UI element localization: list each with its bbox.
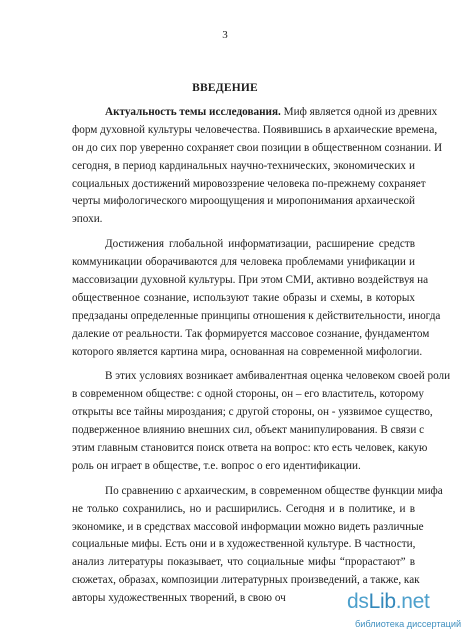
text-line: черты мифологического мироощущения и миропонимания архаической <box>72 195 416 208</box>
text-line: экономике, и в средствах массовой информации можно видеть различные <box>72 520 424 533</box>
watermark-brand: dsLib.net <box>347 590 430 613</box>
text-line: роль он играет в обществе, т.е. вопрос о его идентификации. <box>72 459 361 472</box>
watermark-logo <box>347 590 461 632</box>
paragraph <box>72 368 451 475</box>
text-line: анализ литературы показывает, что социальные мифы “прорастают” в <box>72 556 415 569</box>
section-heading: ВВЕДЕНИЕ <box>192 82 258 94</box>
text-line: он до сих пор уверенно сохраняет свои позиции в общественном сознании. И <box>72 141 443 154</box>
text-line: авторы художественных творений, в свою оч <box>72 592 286 605</box>
text-line: социальные мифы. Есть они и в художественной культуре. В частности, <box>72 538 416 551</box>
text-line: предзаданы определенные принципы отношения к действительности, иногда <box>72 309 441 322</box>
text-line: социальных достижений мировоззрение человека по-прежнему сохраняет <box>72 177 426 190</box>
text-line: форм духовной культуры человечества. Появившись в архаические времена, <box>72 123 438 136</box>
text-line: этим главным становится поиск ответа на вопрос: кто есть человек, какую <box>72 442 428 455</box>
text-line: открыты все тайны мироздания; с другой стороны, он - уязвимое существо, <box>72 406 433 419</box>
text-line: массовизации духовной культуры. При этом СМИ, активно воздействуя на <box>72 274 429 287</box>
text-line: В этих условиях возникает амбивалентная оценка человеком своей роли <box>105 370 451 383</box>
text-line: подверженное влиянию внешних сил, объект манипулирования. В связи с <box>72 424 425 437</box>
document-body <box>72 104 451 608</box>
text-line: коммуникации оборачиваются для человека проблемами унификации и <box>72 256 415 269</box>
text-line: сегодня, в период кардинальных научно-технических, экономических и <box>72 159 415 172</box>
text-line: общественное сознание, используют такие образы и схемы, в которых <box>72 291 415 304</box>
text-line: не только сохранились, но и расширились. Сегодня и в политике, и в <box>72 502 415 515</box>
lead-phrase: Актуальность темы исследования. <box>105 106 281 118</box>
paragraph <box>72 104 443 229</box>
text-line: которого является картина мира, основанная на современной мифологии. <box>72 345 423 358</box>
paragraph <box>72 236 441 361</box>
text-line: эпохи. <box>72 213 103 226</box>
text-line: сюжетах, образах, композиции литературных произведений, а также, как <box>72 574 420 587</box>
text-line: в современном обществе: с одной стороны, он – его властитель, которому <box>72 388 424 401</box>
watermark-subtitle: библиотека диссертаций <box>355 619 461 629</box>
text-line: По сравнению с архаическим, в современном обществе функции мифа <box>105 484 443 497</box>
text-line: далекие от реальности. Так формируется массовое сознание, фундаментом <box>72 327 430 340</box>
page-number: 3 <box>222 29 228 41</box>
text-line: Актуальность темы исследования. Миф является одной из древних <box>105 106 438 118</box>
text-line: Достижения глобальной информатизации, расширение средств <box>105 238 415 251</box>
